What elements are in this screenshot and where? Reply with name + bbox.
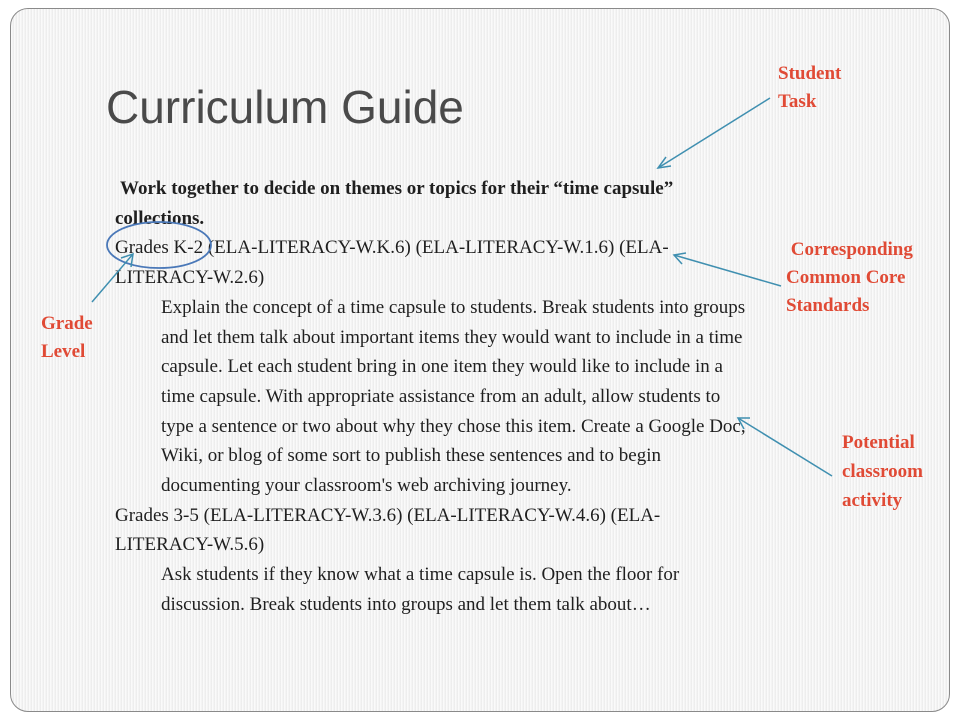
student-task-label-line: Student	[778, 63, 842, 84]
activity-label-line: activity	[842, 490, 903, 511]
arrow-activity	[738, 418, 832, 476]
activity-label-line: Potential	[842, 432, 915, 453]
grade-standards-k2: Grades K-2 (ELA-LITERACY-W.K.6) (ELA-LITERACY-W.1.6) (ELA-LITERACY-W.2.6)	[115, 237, 669, 289]
standards-label-line: Corresponding	[786, 239, 913, 260]
grade-standards-3-5: Grades 3-5 (ELA-LITERACY-W.3.6) (ELA-LITERACY-W.4.6) (ELA-LITERACY-W.5.6)	[115, 504, 661, 556]
grade-level-circle	[107, 222, 211, 268]
standards-label-line: Standards	[786, 295, 870, 316]
activity-k2: Explain the concept of a time capsule to students. Break students into groups and let them talk about important items they would want to include in a time capsule. Let each student bring in one item they would like to include in a time capsule. With appropriate assistance from an adult, allow students to type a sentence or two about why they chose this item. Create a Google Doc, Wiki, or blog of some sort to publish these sentences and to begin documenting your classroom's web archiving journey.	[161, 296, 746, 497]
activity-label-line: classroom	[842, 461, 923, 482]
arrow-standards	[674, 253, 781, 286]
grade-level-label-line: Level	[41, 341, 86, 362]
student-task-text: Work together to decide on themes or topics for their “time capsule” collections.	[115, 178, 674, 229]
standards-label-line: Common Core	[786, 267, 906, 288]
grade-level-label-line: Grade	[41, 313, 93, 334]
slide-title: Curriculum Guide	[106, 81, 464, 133]
student-task-label-line: Task	[778, 91, 817, 112]
arrow-student-task	[658, 98, 770, 168]
activity-3-5: Ask students if they know what a time capsule is. Open the floor for discussion. Break students into groups and let them talk about…	[161, 564, 680, 615]
arrow-grade-level	[92, 254, 133, 302]
